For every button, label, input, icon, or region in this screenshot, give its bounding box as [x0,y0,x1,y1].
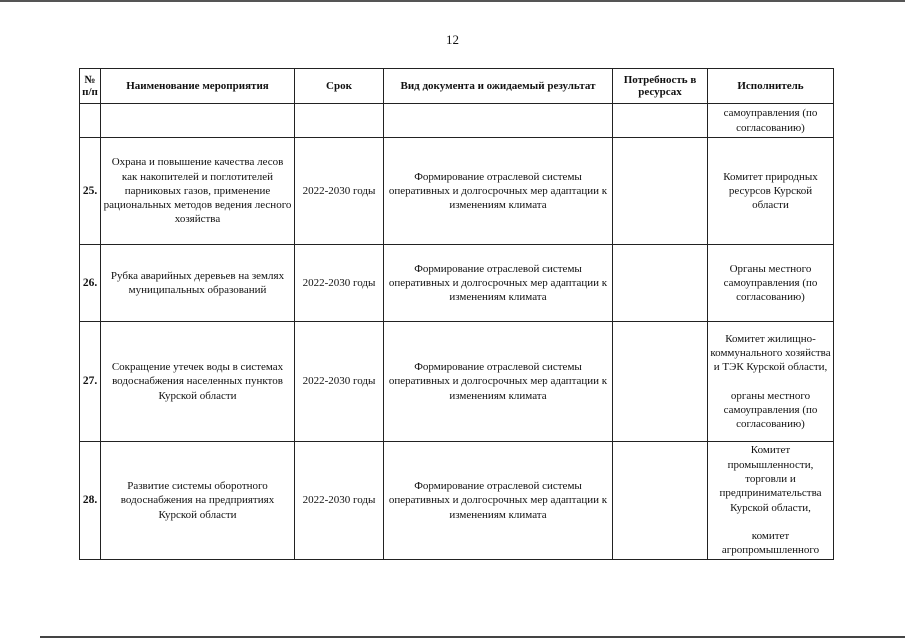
cell-result: Формирование отраслевой системы оперативных и долгосрочных мер адаптации к изменениям климата [384,322,613,442]
cell-term: 2022-2030 годы [295,245,384,322]
executor-gap [710,515,831,529]
table-row [80,442,834,560]
cell-num: 27. [80,322,101,442]
cell-num [80,104,101,138]
cell-name: Сокращение утечек воды в системах водоснабжения населенных пунктов Курской области [101,322,295,442]
measures-table [79,68,834,560]
table-row [80,245,834,322]
header-term: Срок [295,69,384,104]
header-result: Вид документа и ожидаемый результат [384,69,613,104]
header-num: № п/п [80,69,101,104]
table-row [80,322,834,442]
header-executor: Исполнитель [708,69,834,104]
header-resources: Потребность в ресурсах [613,69,708,104]
cell-result [384,104,613,138]
cell-resources [613,104,708,138]
header-name: Наименование мероприятия [101,69,295,104]
executor-primary: Комитет промышленности, торговли и предпринимательства Курской области, [719,444,822,514]
page-number: 12 [446,32,459,47]
cell-resources [613,245,708,322]
cell-result: Формирование отраслевой системы оперативных и долгосрочных мер адаптации к изменениям климата [384,245,613,322]
cell-name: Развитие системы оборотного водоснабжения на предприятиях Курской области [101,442,295,560]
cell-executor: Органы местного самоуправления (по согласованию) [708,245,834,322]
table-row [80,138,834,245]
executor-secondary: органы местного самоуправления (по согласованию) [723,389,818,431]
executor-primary: Комитет жилищно-коммунального хозяйства и ТЭК Курской области, [710,332,831,374]
table-row-continuation [80,104,834,138]
cell-resources [613,138,708,245]
cell-resources [613,442,708,560]
cell-name: Охрана и повышение качества лесов как накопителей и поглотителей парниковых газов, применение рациональных методов ведения лесного хозяйства [101,138,295,245]
cell-executor: Комитет природных ресурсов Курской области [708,138,834,245]
cell-resources [613,322,708,442]
cell-executor [708,322,834,442]
cell-num: 25. [80,138,101,245]
cell-term [295,104,384,138]
cell-executor: самоуправления (по согласованию) [708,104,834,138]
cell-name [101,104,295,138]
executor-secondary: комитет агропромышленного [721,529,820,557]
cell-result: Формирование отраслевой системы оперативных и долгосрочных мер адаптации к изменениям климата [384,442,613,560]
cell-name: Рубка аварийных деревьев на землях муниципальных образований [101,245,295,322]
cell-num: 26. [80,245,101,322]
table-header-row [80,69,834,104]
executor-gap [710,375,831,389]
bottom-border-line [40,636,905,638]
cell-term: 2022-2030 годы [295,322,384,442]
cell-term: 2022-2030 годы [295,138,384,245]
cell-num: 28. [80,442,101,560]
cell-executor [708,442,834,560]
cell-term: 2022-2030 годы [295,442,384,560]
cell-result: Формирование отраслевой системы оперативных и долгосрочных мер адаптации к изменениям климата [384,138,613,245]
top-border-line [0,0,905,2]
